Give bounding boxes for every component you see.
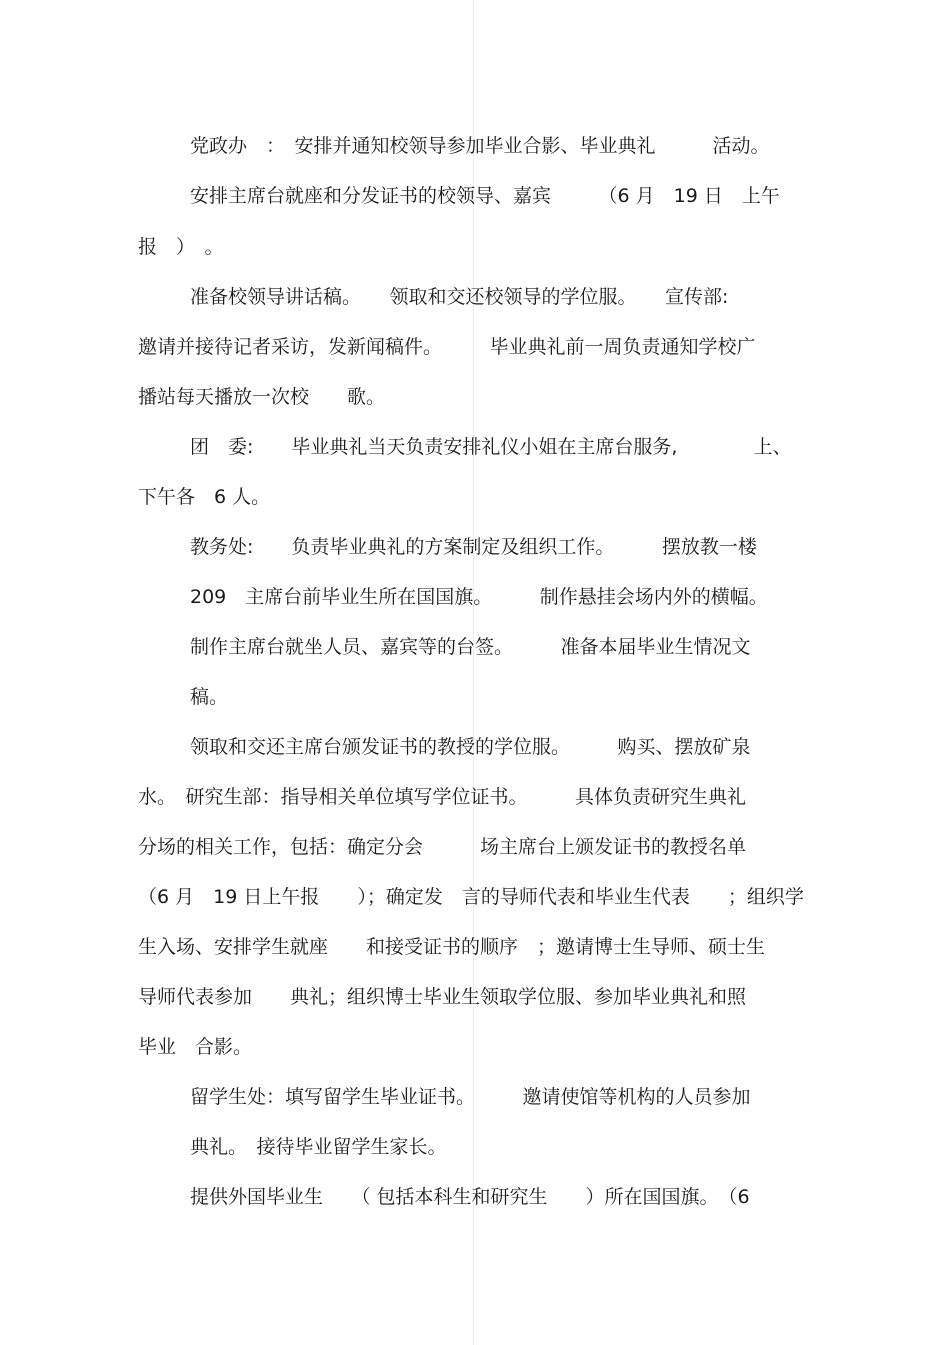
text-line-07: 团 委: 毕业典礼当天负责安排礼仪小姐在主席台服务, 上、 bbox=[190, 436, 792, 458]
text-line-05: 邀请并接待记者采访，发新闻稿件。 毕业典礼前一周负责通知学校广 bbox=[138, 336, 756, 358]
text-line-20: 留学生处：填写留学生毕业证书。 邀请使馆等机构的人员参加 bbox=[190, 1086, 751, 1108]
text-line-19: 毕业 合影。 bbox=[138, 1036, 253, 1058]
text-line-04: 准备校领导讲话稿。 领取和交还校领导的学位服。 宣传部: bbox=[190, 286, 729, 308]
text-line-06: 播站每天播放一次校 歌。 bbox=[138, 386, 386, 408]
text-line-22: 提供外国毕业生 （ 包括本科生和研究生 ）所在国国旗。 （6 bbox=[190, 1186, 750, 1208]
text-line-13: 领取和交还主席台颁发证书的教授的学位服。 购买、摆放矿泉 bbox=[190, 736, 751, 758]
text-line-03: 报 ） 。 bbox=[138, 236, 224, 258]
text-line-12: 稿。 bbox=[190, 686, 229, 708]
text-line-14: 水。 研究生部：指导相关单位填写学位证书。 具体负责研究生典礼 bbox=[138, 786, 747, 808]
text-line-01: 党政办 ： 安排并通知校领导参加毕业合影、毕业典礼 活动。 bbox=[190, 135, 770, 157]
text-line-02: 安排主席台就座和分发证书的校领导、嘉宾 （6 月 19 日 上午 bbox=[190, 185, 780, 207]
text-line-16: （6 月 19 日上午报 ）；确定发 言的导师代表和毕业生代表 ；组织学 bbox=[138, 886, 804, 908]
text-line-15: 分场的相关工作，包括：确定分会 场主席台上颁发证书的教授名单 bbox=[138, 836, 747, 858]
text-line-11: 制作主席台就坐人员、嘉宾等的台签。 准备本届毕业生情况文 bbox=[190, 636, 751, 658]
text-line-17: 生入场、安排学生就座 和接受证书的顺序 ；邀请博士生导师、硕士生 bbox=[138, 936, 766, 958]
text-line-09: 教务处: 负责毕业典礼的方案制定及组织工作。 摆放教一楼 bbox=[190, 536, 757, 558]
text-line-08: 下午各 6 人。 bbox=[138, 486, 271, 508]
text-line-18: 导师代表参加 典礼；组织博士毕业生领取学位服、参加毕业典礼和照 bbox=[138, 986, 747, 1008]
text-line-10: 209 主席台前毕业生所在国国旗。 制作悬挂会场内外的横幅。 bbox=[190, 586, 768, 608]
text-line-21: 典礼。 接待毕业留学生家长。 bbox=[190, 1136, 447, 1158]
